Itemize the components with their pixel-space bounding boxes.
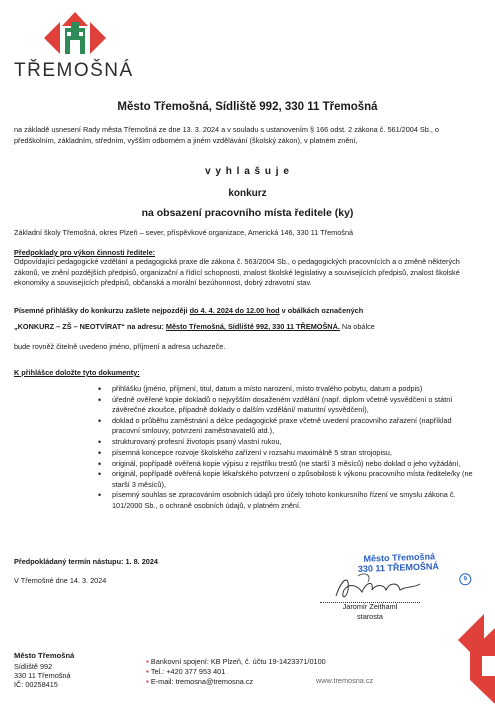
signer-block	[305, 602, 435, 622]
list-item: • písemný souhlas se zpracováním osobních údajů pro účely tohoto konkursního řízení ve smyslu zákona č. 101/2000 Sb., o ochraně osobních údajů, v platném znění.	[98, 490, 478, 511]
submission-note: bude rovněž čitelně uvedeno jméno, příjmení a adresa uchazeče.	[14, 342, 226, 351]
footer-addr-2: 330 11 Třemošná	[14, 671, 71, 680]
footer-addr-1: Sídliště 992	[14, 662, 53, 671]
footer-address	[14, 662, 71, 689]
stamp-number: 9	[459, 573, 471, 585]
submission-tail: Na obálce	[339, 322, 375, 331]
signer-role: starosta	[357, 612, 383, 621]
submission-line-2	[14, 322, 480, 333]
documents-list	[98, 384, 478, 512]
footer-bank: Bankovní spojení: KB Plzeň, č. účtu 19-1423371/0100	[150, 657, 326, 666]
intro-paragraph: na základě usnesení Rady města Třemošná ze dne 13. 3. 2024 a v souladu s ustanovením § 166 odst. 2 zákona č. 561/2004 Sb., o předškolním, základním, středním, vyšším odborném a jiném vzdělávání (školský zákon), v platném znění,	[14, 125, 439, 145]
list-item: • přihlášku (jméno, příjmení, titul, datum a místo narození, místo trvalého pobytu, datum a podpis)	[98, 384, 478, 394]
announce-noun: konkurz	[228, 188, 267, 199]
footer-contact	[146, 657, 326, 688]
place-date: V Třemošné dne 14. 3. 2024	[14, 576, 107, 585]
list-item: • strukturovaný profesní životopis psaný vlastní rukou,	[98, 437, 478, 447]
footer-tel: Tel.: +420 377 953 401	[150, 667, 226, 677]
stamp-line-1: Město Třemošná	[363, 551, 436, 564]
footer-ico: IČ: 00258415	[14, 680, 58, 689]
announce-subject: na obsazení pracovního místa ředitele (ky)	[141, 207, 354, 219]
submission-deadline: do 4. 4. 2024 do 12.00 hod	[189, 306, 280, 315]
document-title: Město Třemošná, Sídliště 992, 330 11 Třemošná	[117, 101, 378, 113]
submission-marking: „KONKURZ – ZŠ – NEOTVÍRAT“ na adresu:	[14, 322, 166, 331]
list-item: • originál, popřípadě ověřená kopie výpisu z rejstříku trestů (ne starší 3 měsíců) nebo doklad o jeho vyžádání,	[98, 459, 478, 469]
submission-address: Město Třemošná, Sídliště 992, 330 11 TŘEMOŠNÁ.	[165, 322, 340, 331]
brand-name: TŘEMOŠNÁ	[14, 60, 134, 81]
footer-email[interactable]: E-mail: tremosna@tremosna.cz	[150, 677, 254, 687]
list-item: • originál, popřípadě ověřená kopie lékařského potvrzení o způsobilosti k výkonu pracovního místa ředitele/ky (ne starší 3 měsíců),	[98, 469, 478, 490]
submission-line-1	[14, 306, 480, 317]
handwritten-signature	[328, 568, 428, 604]
list-item: • doklad o průběhu zaměstnání a délce pedagogické praxe včetně uvedení pracovního zařazení (například pracovní smlouvy, potvrzení zaměstnavatelů atd.),	[98, 416, 478, 437]
footer-web-link[interactable]: www.tremosna.cz	[316, 676, 374, 685]
start-date: Předpokládaný termín nástupu: 1. 8. 2024	[14, 557, 158, 566]
documents-heading: K přihlášce doložte tyto dokumenty:	[14, 368, 140, 377]
signer-name: Jaromír Zeithaml	[342, 602, 398, 611]
submission-lead: Písemné přihlášky do konkurzu zašlete nejpozději	[14, 306, 190, 315]
requirements-text: Odpovídající pedagogické vzdělání a pedagogická praxe dle zákona č. 563/2004 Sb., o pedagogických pracovnících a o změně některých zákonů, ve znění pozdějších předpisů, organizační a řídící schopnosti, znalost školské legislativy a souvisejících předpisů, znalost školské ekonomiky a souvisejících předpisů, občanská a morální bezúhonnost, dobrý zdravotní stav.	[14, 257, 460, 287]
footer-name: Město Třemošná	[14, 651, 75, 660]
announce-verb: v y h l a š u j e	[205, 166, 290, 177]
bullet-icon: ▪	[146, 657, 149, 666]
footer-logo-icon	[450, 600, 495, 710]
stamp-line-2: 330 11 TŘEMOŠNÁ	[357, 561, 440, 575]
list-item: • písemná koncepce rozvoje školského zařízení v rozsahu maximálně 5 stran strojopisu,	[98, 448, 478, 458]
submission-mid: v obálkách označených	[279, 306, 364, 315]
bullet-icon: ▪	[146, 677, 149, 687]
requirements-heading: Předpoklady pro výkon činnosti ředitele:	[14, 248, 156, 257]
list-item: • úředně ověřené kopie dokladů o nejvyšším dosaženém vzdělání (např. diplom včetně vysvědčení o státní závěrečné zkoušce, případně doklady o dalším vzdělání/ maturitní vysvědčení),	[98, 395, 478, 416]
school-line: Základní školy Třemošná, okres Plzeň – sever, příspěvkové organizace, Americká 146, 330 11 Třemošná	[14, 228, 354, 237]
bullet-icon: ▪	[146, 667, 149, 677]
tremosna-logo-icon	[40, 8, 110, 68]
